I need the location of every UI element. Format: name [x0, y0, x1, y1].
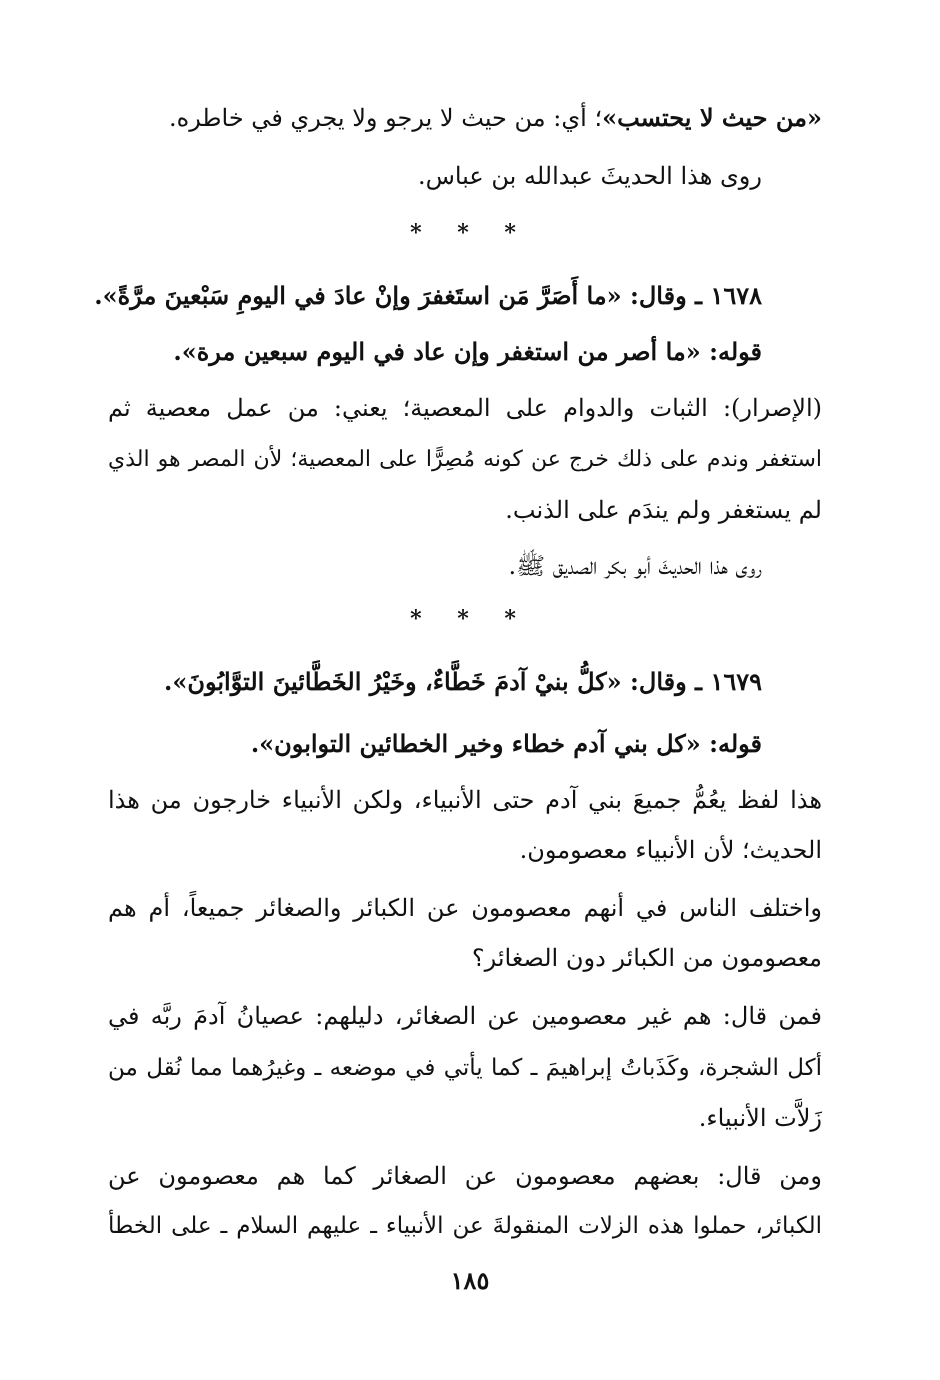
hadith-1679-heading: ١٦٧٩ ـ وقال: «كلُّ بنيْ آدمَ خَطَّاءٌ، وخَيْرُ الخَطَّائينَ التوَّابُونَ».	[164, 667, 762, 696]
hadith-1678-heading: ١٦٧٨ ـ وقال: «ما أَصَرَّ مَن استَغفرَ وإنْ عادَ في اليومِ سَبْعينَ مرَّةً».	[94, 281, 762, 310]
paragraph-line: (الإصرار): الثبات والدوام على المعصية؛ يعني: من عمل معصية ثم	[108, 394, 822, 422]
commentary-heading-1679: قوله: «كل بني آدم خطاء وخير الخطائين التوابون».	[250, 729, 762, 758]
paragraph-line: الكبائر، حملوا هذه الزلات المنقولةَ عن الأنبياء ـ عليهم السلام ـ على الخطأ	[108, 1213, 822, 1239]
paragraph-line: معصومون من الكبائر دون الصغائر؟	[471, 944, 822, 972]
section-separator: * * *	[410, 606, 530, 632]
text-line-1	[169, 98, 822, 138]
paragraph-line: فمن قال: هم غير معصومين عن الصغائر، دليلهم: عصيانُ آدمَ ربَّه في	[108, 1002, 822, 1030]
commentary-heading-1678: قوله: «ما أصر من استغفر وإن عاد في اليوم سبعين مرة».	[173, 337, 762, 366]
quoted-phrase: «من حيث لا يحتسب»	[602, 103, 822, 132]
page-number: ١٨٥	[450, 1266, 490, 1295]
line-text: ؛ أي: من حيث لا يرجو ولا يجري في خاطره.	[168, 104, 603, 132]
paragraph-line: لم يستغفر ولم يندَم على الذنب.	[505, 496, 822, 524]
paragraph-line: ومن قال: بعضهم معصومون عن الصغائر كما هم معصومون عن	[108, 1162, 822, 1190]
narrator-line: روى هذا الحديثَ أبو بكر الصديق ﷺ.	[508, 552, 762, 580]
paragraph-line: واختلف الناس في أنهم معصومون عن الكبائر والصغائر جميعاً، أم هم	[108, 894, 822, 922]
paragraph-line: أكل الشجرة، وكَذَباتُ إبراهيمَ ـ كما يأتي في موضعه ـ وغيرُهما مما نُقل من	[108, 1055, 822, 1081]
narrator-line: روى هذا الحديثَ عبدالله بن عباس.	[417, 162, 762, 190]
paragraph-line: هذا لفظ يعُمُّ جميعَ بني آدم حتى الأنبياء، ولكن الأنبياء خارجون من هذا	[108, 786, 822, 814]
section-separator: * * *	[410, 220, 530, 246]
paragraph-line: الحديث؛ لأن الأنبياء معصومون.	[519, 836, 822, 864]
paragraph-line: استغفر وندم على ذلك خرج عن كونه مُصِرًّا على المعصية؛ لأن المصر هو الذي	[108, 447, 822, 472]
paragraph-line: زَلاَّت الأنبياء.	[698, 1104, 822, 1132]
